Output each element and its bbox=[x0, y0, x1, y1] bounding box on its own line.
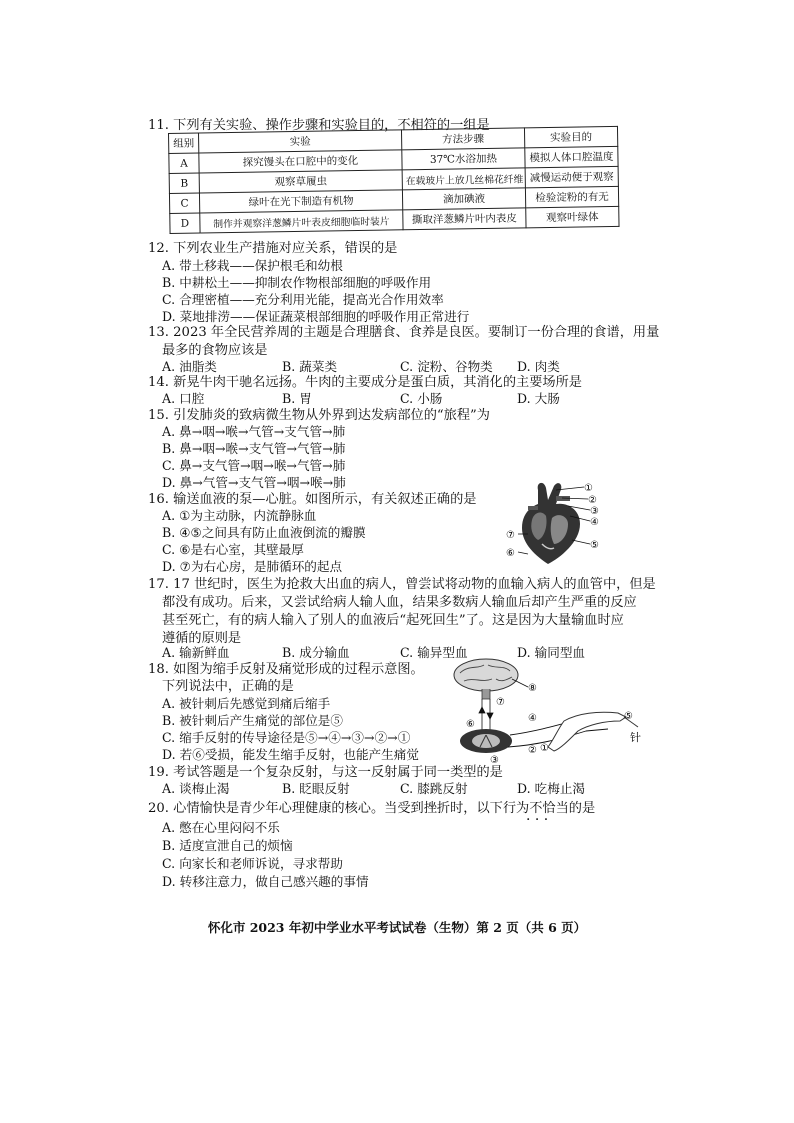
q13-stem: 13. 2023 年全民营养周的主题是合理膳食、食养是良医。要制订一份合理的食谱，用量 bbox=[148, 325, 660, 340]
q15-option-d: D. 鼻→气管→支气管→咽→喉→肺 bbox=[162, 475, 346, 490]
q16-option-c: C. ⑥是右心室，其壁最厚 bbox=[162, 542, 304, 557]
q14-option-c: C. 小肠 bbox=[400, 391, 443, 406]
q18-stem: 18. 如图为缩手反射及痛觉形成的过程示意图。 bbox=[148, 662, 424, 677]
q20-option-c: C. 向家长和老师诉说，寻求帮助 bbox=[162, 856, 343, 871]
q16-option-d: D. ⑦为右心房，是肺循环的起点 bbox=[162, 559, 343, 574]
q12-option-a: A. 带土移栽——保护根毛和幼根 bbox=[162, 258, 343, 273]
q14-stem: 14. 新晃牛肉干驰名远扬。牛肉的主要成分是蛋白质，其消化的主要场所是 bbox=[148, 375, 582, 390]
heart-label-1: ① bbox=[584, 483, 593, 494]
heart-diagram bbox=[498, 478, 610, 568]
q16-option-a: A. ①为主动脉，内流静脉血 bbox=[162, 508, 317, 523]
q19-option-b: B. 眨眼反射 bbox=[282, 781, 350, 796]
q13-options bbox=[162, 359, 632, 375]
table-cell: 观察草履虫 bbox=[199, 170, 402, 193]
table-cell: 撕取洋葱鳞片叶内表皮 bbox=[403, 208, 526, 230]
reflex-label-1: ① bbox=[540, 743, 549, 754]
q13-option-d: D. 肉类 bbox=[517, 359, 560, 374]
q15-option-b: B. 鼻→咽→喉→支气管→气管→肺 bbox=[162, 441, 346, 456]
q15-stem: 15. 引发肺炎的致病微生物从外界到达发病部位的“旅程”为 bbox=[148, 408, 490, 423]
q17-option-d: D. 输同型血 bbox=[517, 645, 586, 660]
heart-label-3: ③ bbox=[590, 506, 599, 517]
q20-option-a: A. 憋在心里闷闷不乐 bbox=[162, 820, 280, 835]
q16-option-b: B. ④⑤之间具有防止血液倒流的瓣膜 bbox=[162, 525, 366, 540]
q16-stem: 16. 输送血液的泵—心脏。如图所示，有关叙述正确的是 bbox=[148, 492, 477, 507]
q14-option-a: A. 口腔 bbox=[162, 391, 205, 406]
reflex-label-8: ⑧ bbox=[528, 683, 537, 694]
reflex-diagram bbox=[448, 655, 648, 767]
q12-stem: 12. 下列农业生产措施对应关系，错误的是 bbox=[148, 241, 398, 256]
reflex-label-6: ⑥ bbox=[466, 719, 475, 730]
q12-option-d: D. 菜地排涝——保证蔬菜根部细胞的呼吸作用正常进行 bbox=[162, 309, 470, 324]
table-header-cell: 方法步骤 bbox=[401, 128, 524, 150]
reflex-label-3: ③ bbox=[490, 755, 499, 766]
emphasis-dots: · · · bbox=[526, 812, 549, 828]
q17-line-1: 17. 17 世纪时，医生为抢救大出血的病人，曾尝试将动物的血输入病人的血管中，但是 bbox=[148, 577, 656, 592]
q20-option-d: D. 转移注意力，做自己感兴趣的事情 bbox=[162, 874, 369, 889]
table-cell: 检验淀粉的有无 bbox=[525, 186, 618, 207]
table-cell: 绿叶在光下制造有机物 bbox=[199, 190, 402, 213]
heart-label-4: ④ bbox=[590, 517, 599, 528]
q15-option-c: C. 鼻→支气管→咽→喉→气管→肺 bbox=[162, 458, 346, 473]
table-cell: C bbox=[169, 193, 199, 213]
q19-option-c: C. 膝跳反射 bbox=[400, 781, 468, 796]
table-header-cell: 组别 bbox=[169, 133, 199, 153]
reflex-label-5: ⑤ bbox=[624, 711, 633, 722]
q12-option-b: B. 中耕松土——抑制农作物根部细胞的呼吸作用 bbox=[162, 275, 432, 290]
q18-stem-line2: 下列说法中，正确的是 bbox=[162, 679, 294, 694]
q13-option-c: C. 淀粉、谷物类 bbox=[400, 359, 493, 374]
q18-option-a: A. 被针刺后先感觉到痛后缩手 bbox=[162, 696, 331, 711]
table-cell: 减慢运动便于观察 bbox=[525, 166, 618, 187]
spinal-cord-illustration bbox=[460, 729, 512, 753]
q17-line-4: 遵循的原则是 bbox=[162, 631, 242, 646]
q17-option-b: B. 成分输血 bbox=[282, 645, 350, 660]
table-cell: 在载玻片上放几丝棉花纤维 bbox=[402, 168, 525, 190]
q13-option-b: B. 蔬菜类 bbox=[282, 359, 338, 374]
q15-option-a: A. 鼻→咽→喉→气管→支气管→肺 bbox=[162, 424, 346, 439]
heart-label-7: ⑦ bbox=[506, 530, 515, 541]
table-cell: 观察叶绿体 bbox=[526, 206, 619, 227]
q19-options bbox=[162, 781, 632, 797]
heart-illustration bbox=[522, 483, 580, 564]
q20-stem: 20. 心情愉快是青少年心理健康的核心。当受到挫折时，以下行为不恰当的是 bbox=[148, 801, 596, 816]
q18-option-c: C. 缩手反射的传导途径是⑤→④→③→②→① bbox=[162, 730, 411, 745]
table-header-cell: 实验 bbox=[199, 130, 402, 153]
page-footer: 怀化市 2023 年初中学业水平考试试卷（生物）第 2 页（共 6 页） bbox=[207, 920, 587, 935]
table-cell: 探究馒头在口腔中的变化 bbox=[199, 150, 402, 173]
q12-option-c: C. 合理密植——充分利用光能，提高光合作用效率 bbox=[162, 292, 444, 307]
table-cell: 模拟人体口腔温度 bbox=[525, 146, 618, 167]
table-cell: D bbox=[170, 213, 200, 233]
q19-option-d: D. 吃梅止渴 bbox=[517, 781, 586, 796]
q14-option-d: D. 大肠 bbox=[517, 391, 560, 406]
table-cell: A bbox=[169, 153, 199, 173]
reflex-label-2: ② bbox=[528, 745, 537, 756]
table-cell: B bbox=[169, 173, 199, 193]
q13-option-a: A. 油脂类 bbox=[162, 359, 217, 374]
heart-label-6: ⑥ bbox=[506, 548, 515, 559]
q18-option-b: B. 被针刺后产生痛觉的部位是⑤ bbox=[162, 713, 343, 728]
q14-options bbox=[162, 391, 632, 407]
q19-stem: 19. 考试答题是一个复杂反射，与这一反射属于同一类型的是 bbox=[148, 765, 503, 780]
brain-illustration bbox=[454, 659, 518, 699]
reflex-label-4: ④ bbox=[528, 713, 537, 724]
q14-option-b: B. 胃 bbox=[282, 391, 312, 406]
q18-option-d: D. 若⑥受损，能发生缩手反射，也能产生痛觉 bbox=[162, 747, 419, 762]
q11-stem: 11. 下列有关实验、操作步骤和实验目的，不相符的一组是 bbox=[148, 118, 490, 133]
table-header-cell: 实验目的 bbox=[524, 126, 617, 147]
reflex-label-7: ⑦ bbox=[496, 697, 505, 708]
heart-label-2: ② bbox=[588, 495, 597, 506]
q17-option-a: A. 输新鲜血 bbox=[162, 645, 230, 660]
needle-label: 针 bbox=[630, 731, 641, 744]
q19-option-a: A. 谈梅止渴 bbox=[162, 781, 230, 796]
q17-option-c: C. 输异型血 bbox=[400, 645, 468, 660]
q17-line-3: 甚至死亡，有的病人输入了别人的血液后“起死回生”了。这是因为大量输血时应 bbox=[162, 613, 624, 628]
table-cell: 制作并观察洋葱鳞片叶表皮细胞临时装片 bbox=[200, 210, 403, 233]
q20-option-b: B. 适度宣泄自己的烦恼 bbox=[162, 838, 293, 853]
q11-table bbox=[168, 126, 620, 234]
q13-stem-line2: 最多的食物应该是 bbox=[162, 343, 268, 358]
heart-label-5: ⑤ bbox=[590, 540, 599, 551]
table-cell: 滴加碘液 bbox=[402, 188, 525, 210]
q17-line-2: 都没有成功。后来，又尝试给病人输人血，结果多数病人输血后却产生严重的反应 bbox=[162, 595, 637, 610]
table-cell: 37℃水浴加热 bbox=[402, 148, 525, 170]
